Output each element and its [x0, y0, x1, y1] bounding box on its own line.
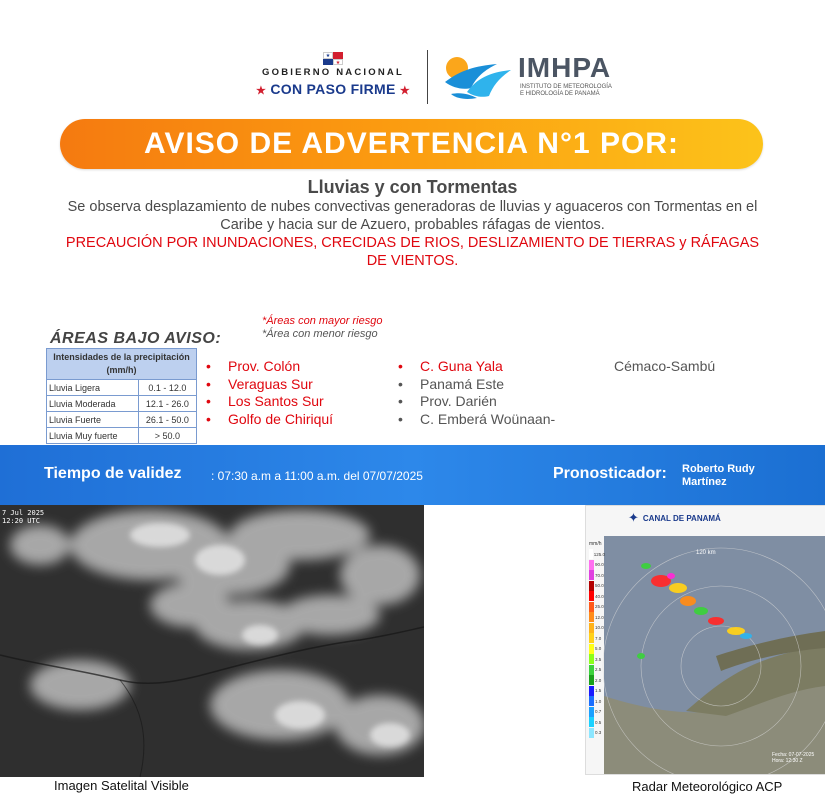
- radar-scale-item: [589, 654, 605, 665]
- radar-scale-label: 40.0: [595, 593, 604, 599]
- radar-scale-item: [589, 602, 605, 613]
- radar-scale-item: [589, 728, 605, 739]
- radar-scale-swatch: [589, 728, 594, 738]
- radar-scale-swatch: [589, 623, 594, 633]
- radar-scale-item: [589, 696, 605, 707]
- precaution-text: PRECAUCIÓN POR INUNDACIONES, CRECIDAS DE RIOS, DESLIZAMIENTO DE TIERRAS y RÁFAGAS DE VIENTOS.: [65, 235, 760, 269]
- radar-color-scale: mm/h 125.0 90.0 70.0 50.0 40.0 25.0 12.0 10.0 7.0 5.0 3.5 2.5 2.0 1.5 1.0 0.7 0.5 0.3: [589, 541, 605, 738]
- canal-star-icon: ✦: [628, 510, 639, 525]
- radar-scale-item: [589, 549, 605, 560]
- table-row: Lluvia Fuerte 26.1 - 50.0: [47, 412, 197, 428]
- bullet-icon: •: [398, 393, 403, 409]
- banner-title: AVISO DE ADVERTENCIA N°1 POR:: [144, 127, 679, 160]
- radar-scale-swatch: [589, 686, 594, 696]
- satellite-timestamp: 7 Jul 2025 12:20 UTC: [2, 509, 45, 525]
- radar-scale-swatch: [589, 633, 594, 643]
- radar-scale-label: 1.5: [595, 688, 602, 694]
- radar-scale-swatch: [589, 602, 594, 612]
- list-item: • Golfo de Chiriquí: [206, 410, 334, 427]
- imhpa-name: IMHPA: [518, 52, 612, 83]
- areas-column-2: [398, 358, 555, 428]
- radar-scale-label: 2.0: [595, 677, 602, 683]
- radar-scale-swatch: [589, 612, 594, 622]
- radar-scale-item: [589, 560, 605, 571]
- star-icon: ★: [399, 85, 411, 97]
- radar-scale-swatch: [589, 644, 594, 654]
- bullet-icon: •: [206, 358, 211, 374]
- radar-scale-swatch: [589, 696, 594, 706]
- forecaster-name: Roberto Rudy Martínez: [682, 463, 755, 488]
- radar-scale-label: 2.5: [595, 667, 602, 673]
- high-risk-legend: *Áreas con mayor riesgo: [262, 315, 383, 327]
- radar-caption: Radar Meteorológico ACP: [632, 779, 783, 794]
- list-item: • C. Emberá Woünaan-: [398, 410, 556, 427]
- radar-scale-swatch: [589, 560, 594, 570]
- radar-scale-label: 0.7: [595, 709, 602, 715]
- radar-scale-label: 1.0: [595, 698, 602, 704]
- radar-map-graphic: [586, 536, 825, 774]
- radar-scale-label: 125.0: [593, 551, 605, 557]
- forecaster-label: Pronosticador:: [553, 465, 667, 482]
- radar-scale-swatch: [589, 591, 594, 601]
- radar-scale-item: [589, 623, 605, 634]
- radar-image: [585, 505, 825, 775]
- radar-scale-item: [589, 581, 605, 592]
- bullet-icon: •: [398, 410, 403, 427]
- radar-scale-item: [589, 665, 605, 676]
- canal-brand: ✦ CANAL DE PANAMÁ: [628, 510, 721, 525]
- star-icon: ★: [255, 85, 267, 97]
- imhpa-subtitle: INSTITUTO DE METEOROLOGÍA E HIDROLOGÍA DE PANAMÁ: [520, 84, 612, 97]
- warning-banner: [60, 119, 763, 169]
- radar-scale-item: [589, 612, 605, 623]
- list-item: • C. Guna Yala: [398, 358, 503, 374]
- areas-column-3: [614, 358, 715, 376]
- radar-scale-label: 10.0: [595, 625, 604, 631]
- header-divider: [427, 50, 428, 104]
- precipitation-intensity-table: [46, 348, 197, 444]
- intensity-table-header: Intensidades de la precipitación (mm/h): [47, 349, 197, 380]
- list-item: • Panamá Este: [398, 375, 505, 392]
- radar-scale-list: [589, 549, 605, 738]
- radar-scale-item: [589, 707, 605, 718]
- radar-scale-label: 7.0: [595, 635, 602, 641]
- validity-label: Tiempo de validez: [44, 465, 182, 482]
- radar-scale-swatch: [589, 707, 594, 717]
- bullet-icon: •: [398, 358, 403, 374]
- gobierno-nacional-logo: [250, 52, 416, 104]
- radar-scale-item: [589, 686, 605, 697]
- bullet-icon: •: [206, 410, 211, 427]
- radar-scale-label: 0.5: [595, 719, 602, 725]
- radar-scale-item: [589, 644, 605, 655]
- radar-scale-label: 3.5: [595, 656, 602, 662]
- radar-scale-swatch: [589, 675, 594, 685]
- bullet-icon: •: [206, 375, 211, 392]
- gobierno-line2: CON PASO FIRME: [270, 81, 396, 97]
- radar-scale-label: 70.0: [595, 572, 604, 578]
- radar-scale-item: [589, 717, 605, 728]
- bullet-icon: •: [398, 375, 403, 392]
- radar-scale-swatch: [589, 581, 594, 591]
- warning-description: Se observa desplazamiento de nubes convectivas generadoras de lluvias y aguaceros con Tormentas en el Caribe y hacia sur de Azuero, probables ráfagas de vientos.: [67, 199, 758, 233]
- table-row: Lluvia Ligera 0.1 - 12.0: [47, 380, 197, 396]
- radar-scale-label: 12.0: [595, 614, 604, 620]
- gobierno-line1: GOBIERNO NACIONAL: [262, 67, 404, 78]
- radar-scale-swatch: [589, 665, 594, 675]
- radar-scale-swatch: [589, 570, 594, 580]
- radar-scale-swatch: [589, 549, 593, 559]
- low-risk-legend: *Área con menor riesgo: [262, 328, 378, 340]
- panama-flag-icon: ★ ★: [323, 52, 343, 65]
- radar-scale-item: [589, 591, 605, 602]
- list-item: • Veraguas Sur: [206, 375, 313, 392]
- radar-scale-label: 90.0: [595, 562, 604, 568]
- table-row: Lluvia Moderada 12.1 - 26.0: [47, 396, 197, 412]
- radar-timestamp: Fecha: 07-07-2025 Hora: 12:30 Z: [772, 752, 815, 764]
- radar-range-label: 120 km: [696, 550, 716, 556]
- areas-column-1: [206, 358, 333, 428]
- radar-scale-item: [589, 675, 605, 686]
- validity-text: : 07:30 a.m a 11:00 a.m. del 07/07/2025: [211, 469, 423, 483]
- radar-scale-swatch: [589, 717, 594, 727]
- radar-scale-item: [589, 633, 605, 644]
- satellite-caption: Imagen Satelital Visible: [54, 778, 189, 793]
- list-item: • Prov. Darién: [398, 393, 497, 409]
- list-item: • Los Santos Sur: [206, 393, 324, 409]
- radar-scale-label: 5.0: [595, 646, 602, 652]
- radar-scale-label: 50.0: [595, 583, 604, 589]
- areas-title: ÁREAS BAJO AVISO:: [50, 330, 222, 347]
- radar-scale-item: [589, 570, 605, 581]
- radar-scale-label: 0.3: [595, 730, 602, 736]
- satellite-image: [0, 505, 424, 777]
- list-item: • Prov. Colón: [206, 358, 301, 374]
- warning-subtitle: Lluvias y con Tormentas: [307, 177, 518, 197]
- bullet-icon: •: [206, 393, 211, 409]
- imhpa-wave-logo-icon: [441, 52, 515, 102]
- list-item: Cémaco-Sambú: [614, 358, 716, 374]
- radar-scale-swatch: [589, 654, 594, 664]
- satellite-clouds-graphic: [0, 505, 424, 777]
- radar-scale-label: 25.0: [595, 604, 604, 610]
- table-row: Lluvia Muy fuerte > 50.0: [47, 428, 197, 444]
